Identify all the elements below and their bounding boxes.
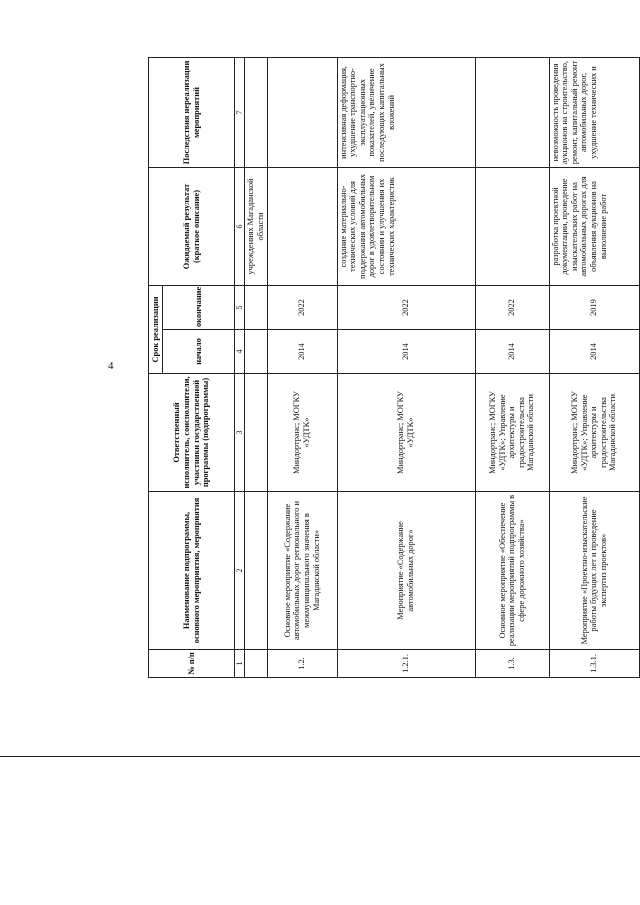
- row-start: 2014: [549, 330, 639, 374]
- col-index: 3: [235, 374, 245, 492]
- header-consequences: Последствия нереализации мероприятий: [149, 57, 235, 167]
- col-index: 6: [235, 167, 245, 285]
- table-row: [475, 57, 549, 677]
- row-executor: Миндортранс; МОГКУ «УДТК»; Управление архитектуры и градостроительства Магаданской области: [549, 374, 639, 492]
- col-index: 2: [235, 492, 245, 650]
- col-index: 5: [235, 285, 245, 329]
- row-executor: Миндортранс; МОГКУ «УДТК»; Управление архитектуры и градостроительства Магаданской области: [475, 374, 549, 492]
- row-end: 2022: [475, 285, 549, 329]
- row-num: 1.3.: [475, 650, 549, 678]
- row-result: [475, 167, 549, 285]
- col-index: 4: [235, 330, 245, 374]
- page-number: 4: [108, 360, 114, 372]
- row-end: 2022: [267, 285, 337, 329]
- table-row-carry-over: [245, 57, 267, 677]
- row-consequences: [267, 57, 337, 167]
- column-index-row: [235, 57, 245, 677]
- col-index: 7: [235, 57, 245, 167]
- header-end: окончание: [163, 285, 235, 329]
- header-period: Срок реализации: [149, 285, 163, 373]
- page-divider: [0, 756, 640, 757]
- row-start: 2014: [337, 330, 475, 374]
- row-name: Основное мероприятие «Обеспечение реализации мероприятий подпрограммы в сфере дорожного хозяйства»: [475, 492, 549, 650]
- row-executor: Миндортранс; МОГКУ «УДТК»: [337, 374, 475, 492]
- row-num: 1.2.1.: [337, 650, 475, 678]
- row-result: [267, 167, 337, 285]
- table-row: [337, 57, 475, 677]
- row-consequences: невозможность проведения аукционов на строительство, ремонт, капитальный ремонт автомобильных дорог, ухудшение технических и: [549, 57, 639, 167]
- table-row: [549, 57, 639, 677]
- row-name: Основное мероприятие «Содержание автомобильных дорог регионального и межмуниципального значения в Магаданской области»: [267, 492, 337, 650]
- row-consequences: интенсивная деформация, ухудшение транспортно-эксплуатационных показателей, увеличение последующих капитальных вложений: [337, 57, 475, 167]
- header-num: № п/п: [149, 650, 235, 678]
- row-end: 2022: [337, 285, 475, 329]
- row-name: Мероприятие «Содержание автомобильных дорог»: [337, 492, 475, 650]
- carry-over-result: учреждениях Магаданской области: [245, 167, 267, 285]
- program-table: [148, 57, 640, 678]
- row-num: 1.2.: [267, 650, 337, 678]
- header-name: Наименование подпрограммы, основного мероприятия, мероприятия: [149, 492, 235, 650]
- row-num: 1.3.1.: [549, 650, 639, 678]
- row-consequences: [475, 57, 549, 167]
- row-result: разработка проектной документации, проведение изыскательских работ на автомобильных дорогах для объявления аукционов на выполнение работ: [549, 167, 639, 285]
- row-end: 2019: [549, 285, 639, 329]
- rotated-table-container: [148, 58, 618, 678]
- row-start: 2014: [267, 330, 337, 374]
- header-start: начало: [163, 330, 235, 374]
- header-executor: Ответственный исполнитель, соисполнители, участники государственной программы (подпрограммы): [149, 374, 235, 492]
- col-index: 1: [235, 650, 245, 678]
- header-result: Ожидаемый результат (краткое описание): [149, 167, 235, 285]
- row-result: создание материально-технических условий для поддержания автомобильных дорог в удовлетворительном состоянии и улучшения их технических характеристик: [337, 167, 475, 285]
- row-executor: Миндортранс; МОГКУ «УДТК»: [267, 374, 337, 492]
- row-name: Мероприятие «Проектно-изыскательские работы будущих лет и проведение экспертиз проектов»: [549, 492, 639, 650]
- table-row: [267, 57, 337, 677]
- row-start: 2014: [475, 330, 549, 374]
